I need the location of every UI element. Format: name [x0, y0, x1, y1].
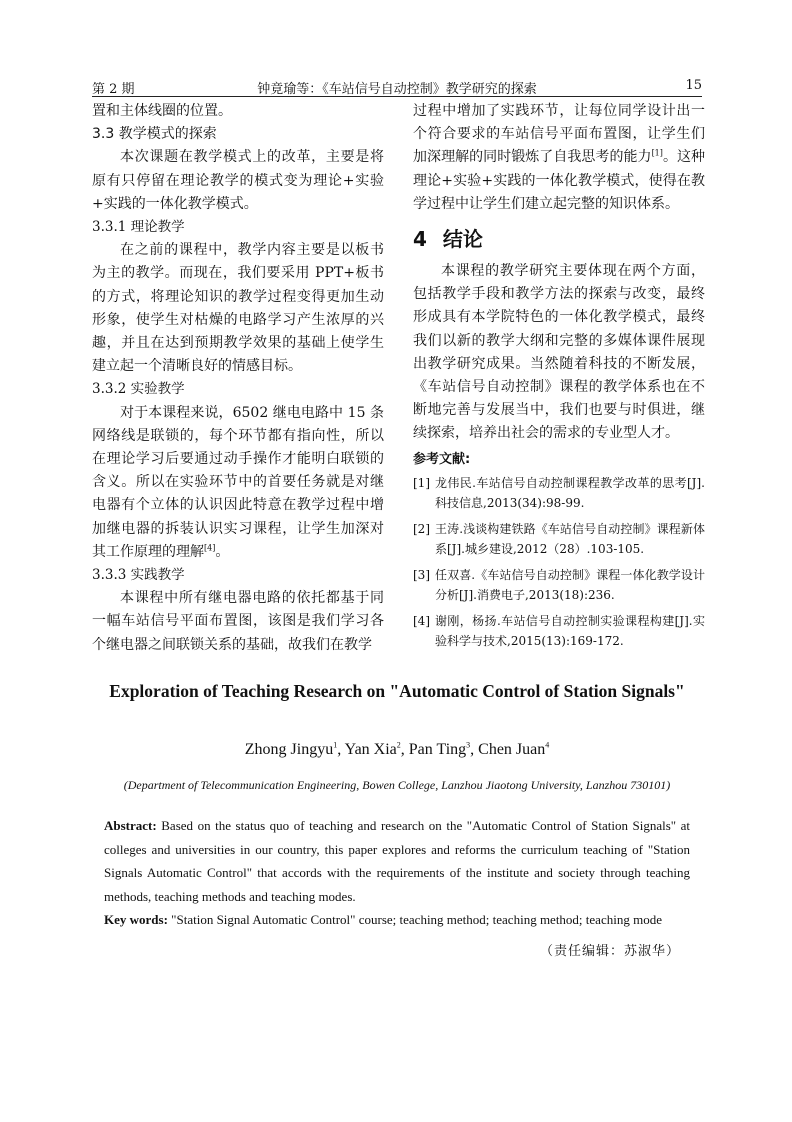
abstract-text: Based on the status quo of teaching and research on the "Automatic Control of Station Signals" at colleges and universities in our country, this paper explores and reforms the curriculum teaching of "Station Signals Automatic Control" that accords with the requirements of the institute and society through teaching methods, teaching methods and teaching modes.	[104, 818, 691, 904]
author-affil-mark: 3	[466, 740, 471, 750]
keywords-paragraph	[104, 908, 690, 932]
keywords-text: "Station Signal Automatic Control" course; teaching method; teaching method; teaching mode	[171, 912, 662, 927]
section-4-title: 结论	[442, 227, 483, 252]
running-header	[92, 78, 702, 97]
section-4-heading	[413, 224, 705, 254]
author-name: Zhong Jingyu	[244, 741, 334, 758]
section-4-number: 4	[413, 227, 427, 252]
author-affil-mark: 4	[545, 740, 550, 750]
section-3-3-3-heading: 3.3.3 实践教学	[92, 567, 185, 584]
page-number: 15	[685, 78, 702, 93]
affiliation: (Department of Telecommunication Engineering, Bowen College, Lanzhou Jiaotong University, Lanzhou 730101)	[123, 778, 671, 792]
continued-end: 。这种理论+实验+实践的一体化教学模式，使得在教学过程中让学生们建立起完整的知识体系。	[413, 149, 706, 212]
conclusion-body: 本课程的教学研究主要体现在两个方面，包括教学手段和教学方法的探索与改变，最终形成具有本学院特色的一体化教学模式，最终我们以新的教学大纲和完整的多媒体课件展现出教学研究成果。当然随着科技的不断发展，《车站信号自动控制》课程的教学体系也在不断地完善与发展当中，我们也要与时俱进，继续探索，培养出社会的需求的专业型人才。	[413, 263, 705, 442]
reference-text: 王涛.浅谈构建铁路《车站信号自动控制》课程新体系[J].城乡建设,2012（28）.103-105.	[435, 521, 705, 556]
author-affil-mark: 2	[396, 740, 401, 750]
author-name: Chen Juan	[478, 741, 546, 758]
abstract-label: Abstract:	[104, 818, 157, 833]
citation-1: [1]	[651, 148, 663, 158]
responsible-editor: （责任编辑：苏淑华）	[540, 944, 681, 959]
section-3-3-1-body: 在之前的课程中，教学内容主要是以板书为主的教学。而现在，我们要采用 PPT+板书的方式，将理论知识的教学过程变得更加生动形象，使学生对枯燥的电路学习产生浓厚的兴趣，并且在达到预期教学效果的基础上使学生建立起一个清晰良好的情感目标。	[92, 242, 384, 375]
section-3-3-heading: 3.3 教学模式的探索	[92, 126, 217, 143]
left-column	[92, 100, 384, 657]
issue-number: 第 2 期	[92, 82, 135, 97]
section-3-3-1-heading: 3.3.1 理论教学	[92, 219, 185, 236]
author-affil-mark: 1	[333, 740, 338, 750]
english-title: Exploration of Teaching Research on "Automatic Control of Station Signals"	[109, 681, 685, 701]
citation-4: [4]	[204, 543, 216, 553]
section-3-3-2-end: 。	[215, 543, 230, 560]
author-list	[92, 741, 702, 759]
reference-item	[413, 565, 705, 605]
section-3-3-2-body	[92, 402, 384, 564]
references-heading: 参考文献:	[413, 451, 471, 467]
continued-paragraph-right	[413, 100, 705, 216]
reference-list	[413, 473, 705, 651]
reference-text: 龙伟民.车站信号自动控制课程教学改革的思考[J].科技信息,2013(34):98-99.	[435, 475, 705, 510]
reference-item	[413, 611, 705, 651]
author-separator: ,	[470, 741, 479, 758]
abstract-paragraph	[104, 814, 690, 908]
author-separator: ,	[400, 741, 409, 758]
reference-item	[413, 473, 705, 513]
reference-index: [4]	[413, 613, 430, 628]
running-title: 钟竟瑜等：《车站信号自动控制》教学研究的探索	[257, 82, 537, 97]
reference-index: [1]	[413, 475, 430, 490]
section-3-3-2-text: 对于本课程来说，6502 继电电路中 15 条网络线是联锁的，每个环节都有指向性，所以在理论学习后要通过动手操作才能明白联锁的含义。所以在实验环节中的首要任务就是对继电器有个立体的认识因此特意在教学过程中增加继电器的拆装认识实习课程，让学生加深对其工作原理的理解	[92, 404, 384, 560]
abstract-block	[104, 814, 690, 932]
reference-index: [3]	[413, 567, 430, 582]
author-name: Yan Xia	[344, 741, 397, 758]
section-3-3-3-body: 本课程中所有继电器电路的依托都基于同一幅车站信号平面布置图，该图是我们学习各个继电器之间联锁关系的基础，故我们在教学	[92, 590, 384, 653]
section-3-3-2-heading: 3.3.2 实验教学	[92, 381, 185, 398]
right-column	[413, 100, 705, 657]
keywords-label: Key words:	[104, 912, 168, 927]
reference-text: 任双喜.《车站信号自动控制》课程一体化教学设计分析[J].消费电子,2013(18):236.	[435, 567, 705, 602]
author-name: Pan Ting	[408, 741, 467, 758]
reference-item	[413, 519, 705, 559]
continued-paragraph: 置和主体线圈的位置。	[92, 103, 232, 119]
reference-text: 谢刚，杨扬.车站信号自动控制实验课程构建[J].实验科学与技术,2015(13):169-172.	[435, 613, 705, 648]
continued-text: 过程中增加了实践环节，让每位同学设计出一个符合要求的车站信号平面布置图，让学生们加深理解的同时锻炼了自我思考的能力	[413, 103, 705, 166]
reference-index: [2]	[413, 521, 430, 536]
author-separator: ,	[337, 741, 345, 758]
section-3-3-body: 本次课题在教学模式上的改革，主要是将原有只停留在理论教学的模式变为理论+实验+实践的一体化教学模式。	[92, 149, 384, 212]
